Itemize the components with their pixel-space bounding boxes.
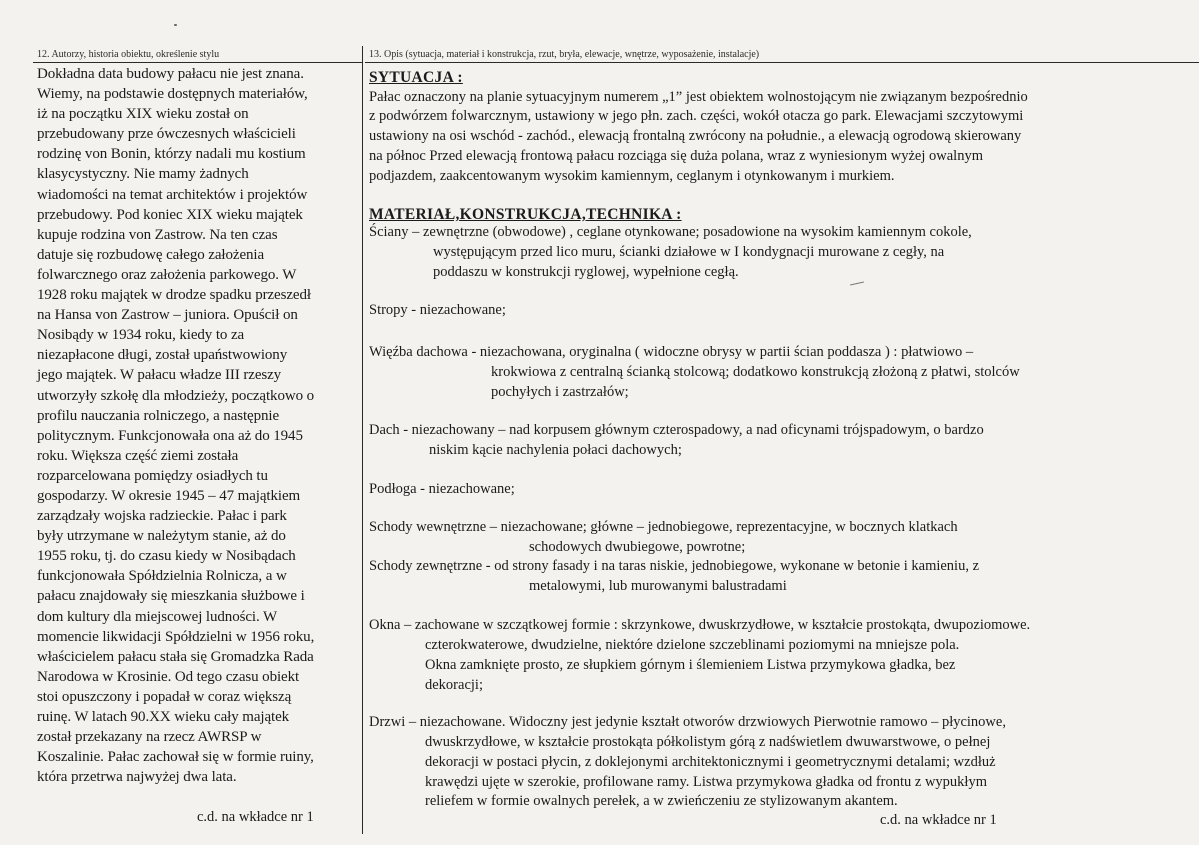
description-line: Schody wewnętrzne – niezachowane; główne – jednobiegowe, reprezentacyjne, w bocznych klatkach [369,519,958,535]
history-line: profilu nauczania rolniczego, a następnie [37,407,280,424]
description-line: czterokwaterowe, dwudzielne, niektóre dzielone szczeblinami poziomymi na mniejsze pola. [425,637,960,653]
description-line: dekoracji; [425,677,483,693]
description-line: reliefem w formie owalnych perełek, a w zwieńczeniu ze stylizowanym akantem. [425,793,898,809]
history-line: rozparcelowana pomiędzy osiadłych tu [37,467,268,484]
history-line: ruinę. W latach 90.XX wieku cały majątek [37,709,290,725]
section-heading: SYTUACJA : [369,69,463,86]
history-line: utworzyły szkołę dla młodzieży, początkowo o [37,387,315,404]
history-line: jego majątek. W pałacu władze III rzeszy [37,367,282,384]
history-line: były utrzymane w należytym stanie, aż do [37,528,286,545]
right-continuation-note: c.d. na wkładce nr 1 [880,812,997,828]
history-line: wiadomości na temat architektów i projektów [37,186,308,203]
history-line: pałacu znajdowały się mieszkania służbowe i [37,588,305,605]
description-line: niskim kącie nachylenia połaci dachowych; [429,442,682,458]
description-line: Drzwi – niezachowane. Widoczny jest jedynie kształt otworów drzwiowych Pierwotnie ramowo – płycinowe, [369,714,1006,730]
history-column [37,64,355,787]
description-line: dwuskrzydłowe, w kształcie prostokąta półkolistym górą z nadświetlem dwuwarstwowe, o pełnej [425,734,991,750]
history-line: momencie likwidacji Spółdzielni w 1956 roku, [37,628,315,645]
right-header-rule [365,62,1199,63]
description-line: krawędzi ujęte w szerokie, profilowane ramy. Listwa przymykowa gładka od frontu z wypukłym [425,774,987,790]
history-line: kupuje rodzina von Zastrow. Na ten czas [37,226,278,243]
history-line: datuje się rozbudowę całego założenia [37,246,265,263]
history-line: przebudowany prze ówczesnych właścicieli [37,126,296,143]
history-line: Wiemy, na podstawie dostępnych materiałów, [37,86,308,103]
history-line: iż na początku XIX wieku został on [37,106,249,123]
description-line: metalowymi, lub murowanymi balustradami [529,578,787,594]
history-line: Nosibądy w 1934 roku, kiedy to za [37,327,245,344]
history-line: roku. Większa część ziemi została [37,447,239,464]
history-line: 1928 roku majątek w drodze spadku przeszedł [37,287,311,304]
pen-mark [850,282,864,286]
description-line: Więźba dachowa - niezachowana, oryginalna ( widoczne obrysy w partii ścian poddasza ) : płatwiowo – [369,344,974,360]
history-line: politycznym. Funkcjonowała ona aż do 1945 [37,427,303,444]
history-line: która przetrwa najwyżej dwa lata. [37,769,237,786]
history-line: został przekazany na rzecz AWRSP w [37,729,262,746]
history-line: Koszalinie. Pałac zachował się w formie ruiny, [37,749,314,766]
column-divider [362,46,363,834]
history-line: na Hansa von Zastrow – juniora. Opuścił on [37,307,298,324]
left-column-header: 12. Autorzy, historia obiektu, określenie stylu [37,49,220,60]
history-line: dom kultury dla miejscowej ludności. W [37,608,278,625]
description-line: ustawiony na osi wschód - zachód., elewacją frontalną zwrócony na południe., a elewacją ogrodową skierowany [369,128,1022,144]
history-line: niezapłacone długi, został upaństwowiony [37,347,288,364]
description-line: Schody zewnętrzne - od strony fasady i na taras niskie, jednobiegowe, wykonane w betonie i kamieniu, z [369,558,980,574]
description-line: podjazdem, zaakcentowanym wysokim kamiennym, ceglanym i otynkowanym i murkiem. [369,168,895,184]
history-line: Narodowa w Krosinie. Od tego czasu obiekt [37,668,300,685]
description-line: Ściany – zewnętrzne (obwodowe) , ceglane otynkowane; posadowione na wysokim kamiennym cokole, [369,224,972,240]
description-line: Dach - niezachowany – nad korpusem głównym czterospadowy, a nad oficynami trójspadowym, o bardzo [369,422,984,438]
description-line: Okna zamknięte prosto, ze słupkiem górnym i ślemieniem Listwa przymykowa gładka, bez [425,657,956,673]
history-line: klasycystyczny. Nie mamy żadnych [37,166,249,183]
history-line: Dokładna data budowy pałacu nie jest znana. [37,66,304,82]
left-header-rule [33,62,362,63]
right-column-header: 13. Opis (sytuacja, materiał i konstrukcja, rzut, bryła, elewacje, wnętrze, wyposażenie, instalacje) [369,49,760,60]
description-line: dekoracji w postaci płycin, z doklejonymi architektonicznymi i geometrycznymi detalami; wzdłuż [425,754,996,770]
history-line: rodzinę von Bonin, którzy nadali mu kostium [37,146,306,163]
description-line: Okna – zachowane w szczątkowej formie : skrzynkowe, dwuskrzydłowe, w kształcie prostokąta, dwupoziomowe. [369,617,1031,633]
description-line: Stropy - niezachowane; [369,302,506,318]
speck [174,24,177,26]
description-line: poddaszu w konstrukcji ryglowej, wypełnione cegłą. [433,264,739,280]
history-line: właścicielem pałacu stała się Gromadzka Rada [37,648,314,665]
history-line: folwarcznego oraz założenia parkowego. W [37,266,297,283]
description-line: krokwiowa z centralną ścianką stolcową; dodatkowo konstrukcją złożoną z płatwi, stolców [491,364,1020,380]
description-line: z podwórzem folwarcznym, ustawiony w jego płn. zach. części, wokół otacza go park. Elewacjami szczytowymi [369,108,1024,124]
history-line: zarządzały wojska radzieckie. Pałac i park [37,508,287,525]
left-continuation-note: c.d. na wkładce nr 1 [197,809,314,825]
description-line: występującym przed lico muru, ścianki działowe w I kondygnacji murowane z cegły, na [433,244,945,260]
description-line: schodowych dwubiegowe, powrotne; [529,539,746,555]
history-line: funkcjonowała Spółdzielnia Rolnicza, a w [37,568,287,585]
history-line: 1955 roku, tj. do czasu kiedy w Nosibądach [37,548,296,565]
description-line: na północ Przed elewacją frontową pałacu rozciąga się duża polana, wraz z wyniesionym wyżej owalnym [369,148,983,164]
history-line: przebudowy. Pod koniec XIX wieku majątek [37,206,303,223]
section-heading: MATERIAŁ,KONSTRUKCJA,TECHNIKA : [369,206,682,223]
history-line: gospodarzy. W okresie 1945 – 47 majątkiem [37,487,301,504]
history-line: stoi opuszczony i popadał w coraz większą [37,688,292,705]
description-line: pochyłych i zastrzałów; [491,384,629,400]
description-line: Podłoga - niezachowane; [369,481,515,497]
description-line: Pałac oznaczony na planie sytuacyjnym numerem „1” jest obiektem wolnostojącym nie związanym bezpośrednio [369,89,1028,105]
